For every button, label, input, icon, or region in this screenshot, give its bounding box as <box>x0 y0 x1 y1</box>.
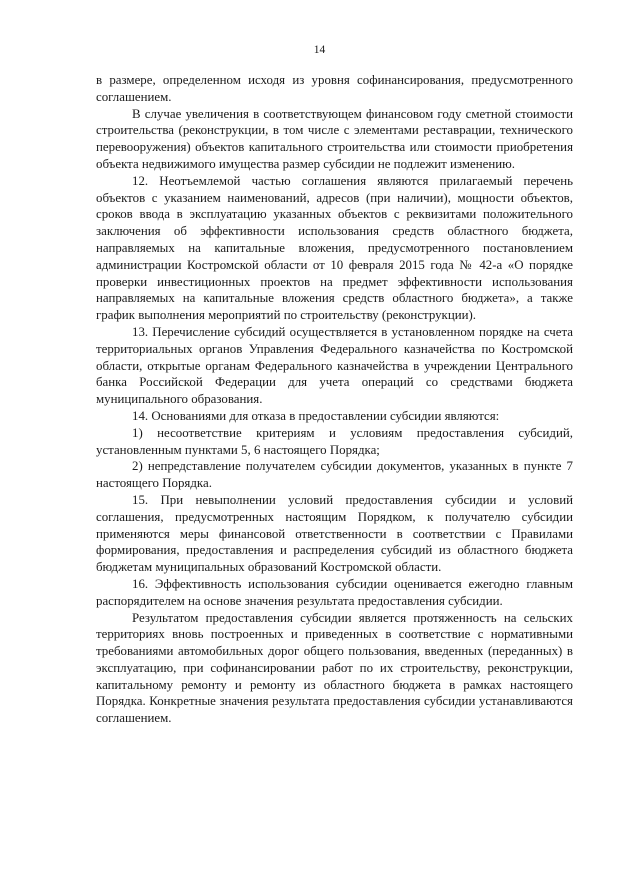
paragraph-item-13: 13. Перечисление субсидий осуществляется в установленном порядке на счета территориальных органов Управления Федерального казначейства по Костромской области, открытые органам Федерального казначейства в учреждении Центрального банка Российской Федерации для учета операций со средствами бюджета муниципального образования. <box>96 324 573 407</box>
paragraph-item-15: 15. При невыполнении условий предоставления субсидии и условий соглашения, предусмотренных настоящим Порядком, к получателю субсидии применяются меры финансовой ответственности в соответствии с Правилами формирования, предоставления и распределения субсидий из областного бюджета бюджетам муниципальных образований Костромской области. <box>96 492 573 575</box>
paragraph-continuation: в размере, определенном исходя из уровня софинансирования, предусмотренного соглашением. <box>96 73 573 104</box>
paragraph-result: Результатом предоставления субсидии является протяженность на сельских территориях вновь построенных и приведенных в соответствие с нормативными требованиями автомобильных дорог общего пользования, введенных (переданных) в эксплуатацию, при софинансировании работ по их строительству, реконструкции, капитальному ремонту и ремонту из областного бюджета в рамках настоящего Порядка. Конкретные значения результата предоставления субсидии устанавливаются соглашением. <box>96 610 573 726</box>
document-body <box>96 72 573 727</box>
paragraph-item-14: 14. Основаниями для отказа в предоставлении субсидии являются: <box>132 408 500 423</box>
paragraph-cost-increase: В случае увеличения в соответствующем финансовом году сметной стоимости строительства (реконструкции, в том числе с элементами реставрации, технического перевооружения) объектов капитального строительства или стоимости приобретения объекта недвижимого имущества размер субсидии не подлежит изменению. <box>96 106 573 171</box>
paragraph-item-14-2: 2) непредставление получателем субсидии документов, указанных в пункте 7 настоящего Порядка. <box>96 459 573 491</box>
paragraph-item-12: 12. Неотъемлемой частью соглашения являются прилагаемый перечень объектов с указанием наименований, адресов (при наличии), мощности объектов, сроков ввода в эксплуатацию указанных объектов с реквизитами положительного заключения об эффективности использования средств областного бюджета, направляемых на капитальные вложения, предусмотренного постановлением администрации Костромской области от 10 февраля 2015 года № 42-а «О порядке проверки инвестиционных проектов на предмет эффективности использования направляемых на капитальные вложения средств областного бюджета», а также график выполнения мероприятий по строительству (реконструкции). <box>96 173 573 323</box>
page-number: 14 <box>313 44 326 56</box>
paragraph-item-16: 16. Эффективность использования субсидии оценивается ежегодно главным распорядителем на основе значения результата предоставления субсидии. <box>96 576 573 608</box>
paragraph-item-14-1: 1) несоответствие критериям и условиям предоставления субсидий, установленным пунктами 5, 6 настоящего Порядка; <box>96 425 573 457</box>
